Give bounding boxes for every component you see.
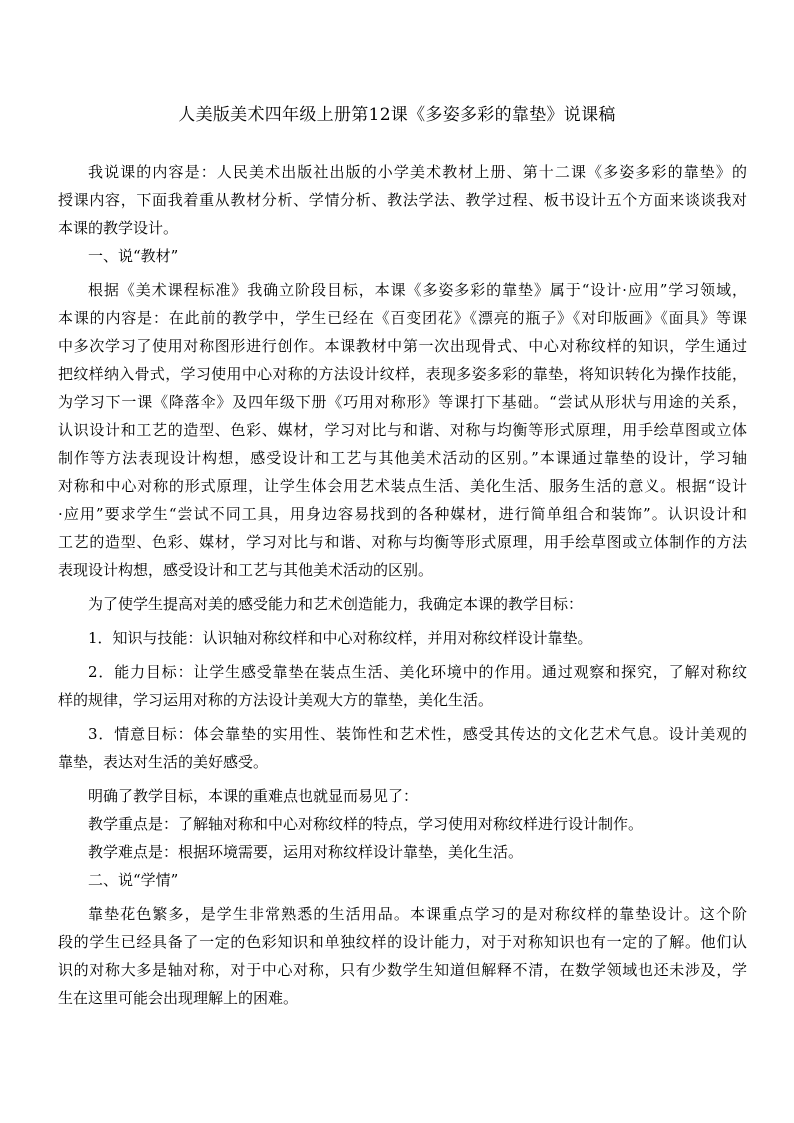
- text-line: 根据《美术课程标准》我确立阶段目标，本课《多姿多彩的靠垫》属于“设计·应用”学习领域，: [88, 281, 747, 299]
- text-line: 段的学生已经具备了一定的色彩知识和单独纹样的设计能力，对于对称知识也有一定的了解。他们认: [58, 933, 747, 951]
- text-line: 2．能力目标：让学生感受靠垫在装点生活、美化环境中的作用。通过观察和探究，了解对称纹: [88, 663, 747, 681]
- text-line: 3．情意目标：体会靠垫的实用性、装饰性和艺术性，感受其传达的文化艺术气息。设计美观的: [88, 725, 747, 743]
- text-line: 中多次学习了使用对称图形进行创作。本课教材中第一次出现骨式、中心对称纹样的知识，学生通过: [58, 337, 747, 355]
- text-line: 我说课的内容是：人民美术出版社出版的小学美术教材上册、第十二课《多姿多彩的靠垫》的: [88, 163, 747, 181]
- text-line: 教学重点是：了解轴对称和中心对称纹样的特点，学习使用对称纹样进行设计制作。: [88, 815, 644, 833]
- text-line: 识的对称大多是轴对称，对于中心对称，只有少数学生知道但解释不清，在数学领域也还未涉及，学: [58, 961, 747, 979]
- text-line: 靠垫，表达对生活的美好感受。: [58, 753, 269, 771]
- text-line: 表现设计构想，感受设计和工艺与其他美术活动的区别。: [58, 561, 434, 579]
- text-line: 一、说“教材”: [88, 247, 179, 265]
- text-line: 生在这里可能会出现理解上的困难。: [58, 989, 299, 1007]
- text-line: 制作等方法表现设计构想，感受设计和工艺与其他美术活动的区别。”本课通过靠垫的设计，学习轴: [58, 449, 747, 467]
- text-line: 为学习下一课《降落伞》及四年级下册《巧用对称形》等课打下基础。“尝试从形状与用途的关系，: [58, 393, 747, 411]
- text-line: 明确了教学目标，本课的重难点也就显而易见了：: [88, 787, 419, 805]
- text-line: 靠垫花色繁多，是学生非常熟悉的生活用品。本课重点学习的是对称纹样的靠垫设计。这个阶: [88, 905, 747, 923]
- text-line: 工艺的造型、色彩、媒材，学习对比与和谐、对称与均衡等形式原理，用手绘草图或立体制作的方法: [58, 533, 747, 551]
- text-line: 认识设计和工艺的造型、色彩、媒材，学习对比与和谐、对称与均衡等形式原理，用手绘草图或立体: [58, 421, 747, 439]
- text-line: 本课的教学设计。: [58, 219, 179, 237]
- text-line: 二、说“学情”: [88, 871, 179, 889]
- text-line: 样的规律，学习运用对称的方法设计美观大方的靠垫，美化生活。: [58, 691, 494, 709]
- text-line: 对称和中心对称的形式原理，让学生体会用艺术装点生活、美化生活、服务生活的意义。根据“设计: [58, 477, 747, 495]
- text-line: 授课内容，下面我着重从教材分析、学情分析、教法学法、教学过程、板书设计五个方面来谈谈我对: [58, 191, 747, 209]
- text-line: 1．知识与技能：认识轴对称纹样和中心对称纹样，并用对称纹样设计靠垫。: [88, 629, 593, 647]
- text-line: 本课的内容是：在此前的教学中，学生已经在《百变团花》《漂亮的瓶子》《对印版画》《面具》等课: [58, 309, 747, 327]
- text-line: 把纹样纳入骨式，学习使用中心对称的方法设计纹样，表现多姿多彩的靠垫，将知识转化为操作技能，: [58, 365, 747, 383]
- document-title: 人美版美术四年级上册第12课《多姿多彩的靠垫》说课稿: [178, 105, 616, 125]
- text-line: 为了使学生提高对美的感受能力和艺术创造能力，我确定本课的教学目标：: [88, 595, 584, 613]
- text-line: 教学难点是：根据环境需要，运用对称纹样设计靠垫，美化生活。: [88, 843, 524, 861]
- text-line: ·应用”要求学生“尝试不同工具，用身边容易找到的各种媒材，进行简单组合和装饰”。认识设计和: [58, 505, 747, 523]
